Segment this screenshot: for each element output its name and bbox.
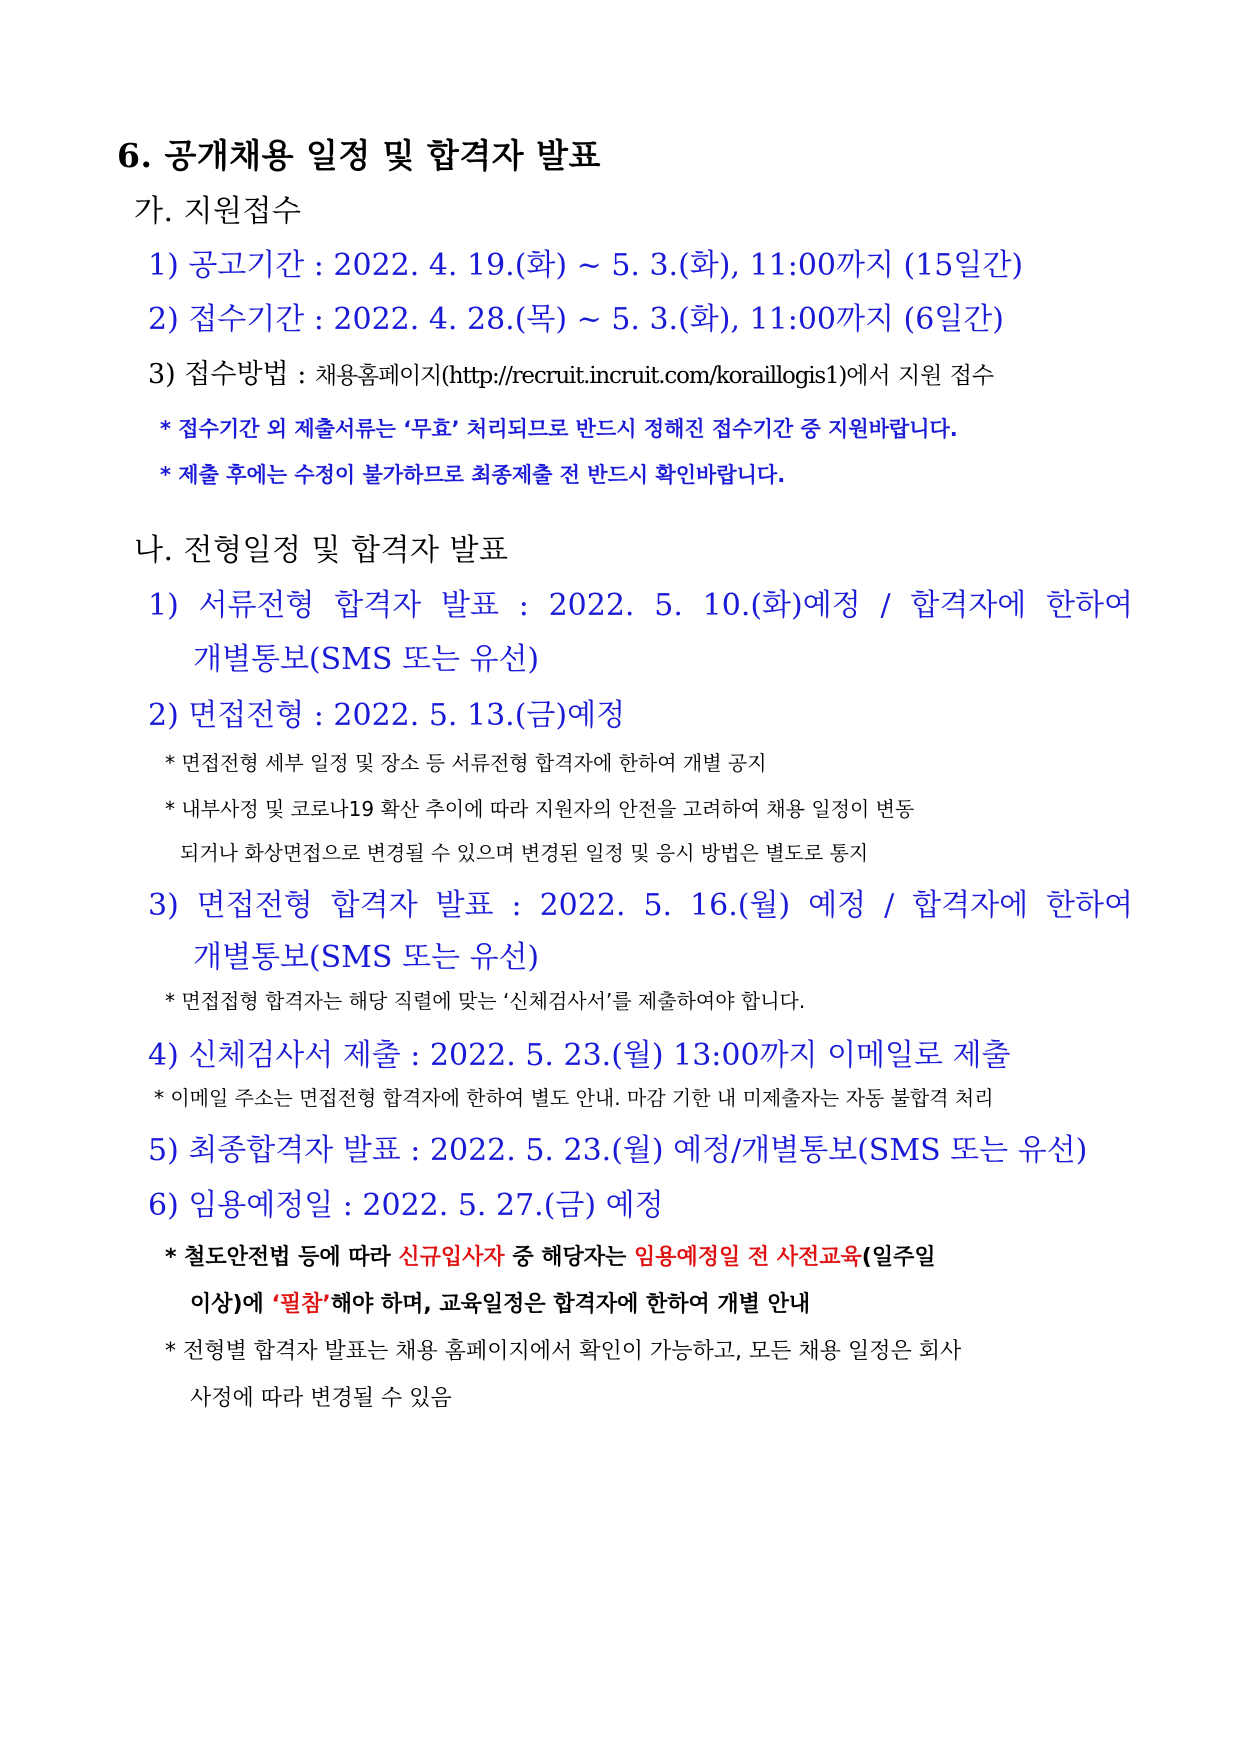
note-pre-training-part: (일주일 <box>861 1245 936 1270</box>
highlight-new-hires: 신규입사자 <box>398 1245 505 1270</box>
announcement-period: 1) 공고기간 : 2022. 4. 19.(화) ~ 5. 3.(화), 11:00까지 (15일간) <box>148 248 1024 283</box>
note-pre-training-part: * 철도안전법 등에 따라 <box>165 1245 399 1270</box>
recruit-homepage-link[interactable]: 채용홈페이지(http://recruit.incruit.com/koraillogis1) <box>314 363 847 389</box>
note-pre-training-part: 이상)에 <box>190 1292 272 1317</box>
application-method-suffix: 에서 지원 접수 <box>846 363 995 389</box>
highlight-mandatory: ‘필참’ <box>271 1292 331 1317</box>
section-title: 6. 공개채용 일정 및 합격자 발표 <box>117 136 601 175</box>
document-screening-result-cont: 개별통보(SMS 또는 유선) <box>193 642 540 677</box>
note-interview-details: * 면접전형 세부 일정 및 장소 등 서류전형 합격자에 한하여 개별 공지 <box>165 751 767 775</box>
interview-result-cont: 개별통보(SMS 또는 유선) <box>193 940 540 975</box>
note-health-certificate: * 면접접형 합격자는 해당 직렬에 맞는 ‘신체검사서’를 제출하여야 합니다. <box>165 989 806 1013</box>
document-screening-result: 1) 서류전형 합격자 발표 : 2022. 5. 10.(화)예정 / 합격자에 한하여 <box>148 588 1133 623</box>
subsection-b-heading: 나. 전형일정 및 합격자 발표 <box>134 533 509 568</box>
note-no-modification: * 제출 후에는 수정이 불가하므로 최종제출 전 반드시 확인바랍니다. <box>160 463 786 487</box>
application-method-label: 3) 접수방법 : <box>148 359 315 390</box>
note-pre-training-cont <box>190 1287 810 1318</box>
note-result-announcement-cont: 사정에 따라 변경될 수 있음 <box>190 1386 452 1411</box>
interview-date: 2) 면접전형 : 2022. 5. 13.(금)예정 <box>148 698 626 733</box>
note-pre-training-part: 중 해당자는 <box>504 1245 634 1270</box>
note-result-announcement: * 전형별 합격자 발표는 채용 홈페이지에서 확인이 가능하고, 모든 채용 일정은 회사 <box>165 1339 962 1364</box>
health-certificate-submission: 4) 신체검사서 제출 : 2022. 5. 23.(월) 13:00까지 이메일로 제출 <box>148 1038 1011 1073</box>
note-invalid-submission: * 접수기간 외 제출서류는 ‘무효’ 처리되므로 반드시 정해진 접수기간 중 지원바랍니다. <box>160 417 958 441</box>
interview-result: 3) 면접전형 합격자 발표 : 2022. 5. 16.(월) 예정 / 합격자에 한하여 <box>148 888 1133 923</box>
highlight-pre-training: 임용예정일 전 사전교육 <box>633 1245 862 1270</box>
application-method <box>148 352 994 391</box>
note-schedule-change-cont: 되거나 화상면접으로 변경될 수 있으며 변경된 일정 및 응시 방법은 별도로 통지 <box>180 841 869 865</box>
final-result: 5) 최종합격자 발표 : 2022. 5. 23.(월) 예정/개별통보(SMS 또는 유선) <box>148 1133 1088 1168</box>
appointment-date: 6) 임용예정일 : 2022. 5. 27.(금) 예정 <box>148 1188 664 1223</box>
note-email-address: * 이메일 주소는 면접전형 합격자에 한하여 별도 안내. 마감 기한 내 미제출자는 자동 불합격 처리 <box>154 1086 994 1110</box>
application-period: 2) 접수기간 : 2022. 4. 28.(목) ~ 5. 3.(화), 11:00까지 (6일간) <box>148 302 1004 337</box>
note-pre-training <box>165 1240 936 1271</box>
subsection-a-heading: 가. 지원접수 <box>134 194 302 229</box>
note-schedule-change: * 내부사정 및 코로나19 확산 추이에 따라 지원자의 안전을 고려하여 채용 일정이 변동 <box>165 797 915 821</box>
note-pre-training-part: 해야 하며, 교육일정은 합격자에 한하여 개별 안내 <box>330 1292 811 1317</box>
